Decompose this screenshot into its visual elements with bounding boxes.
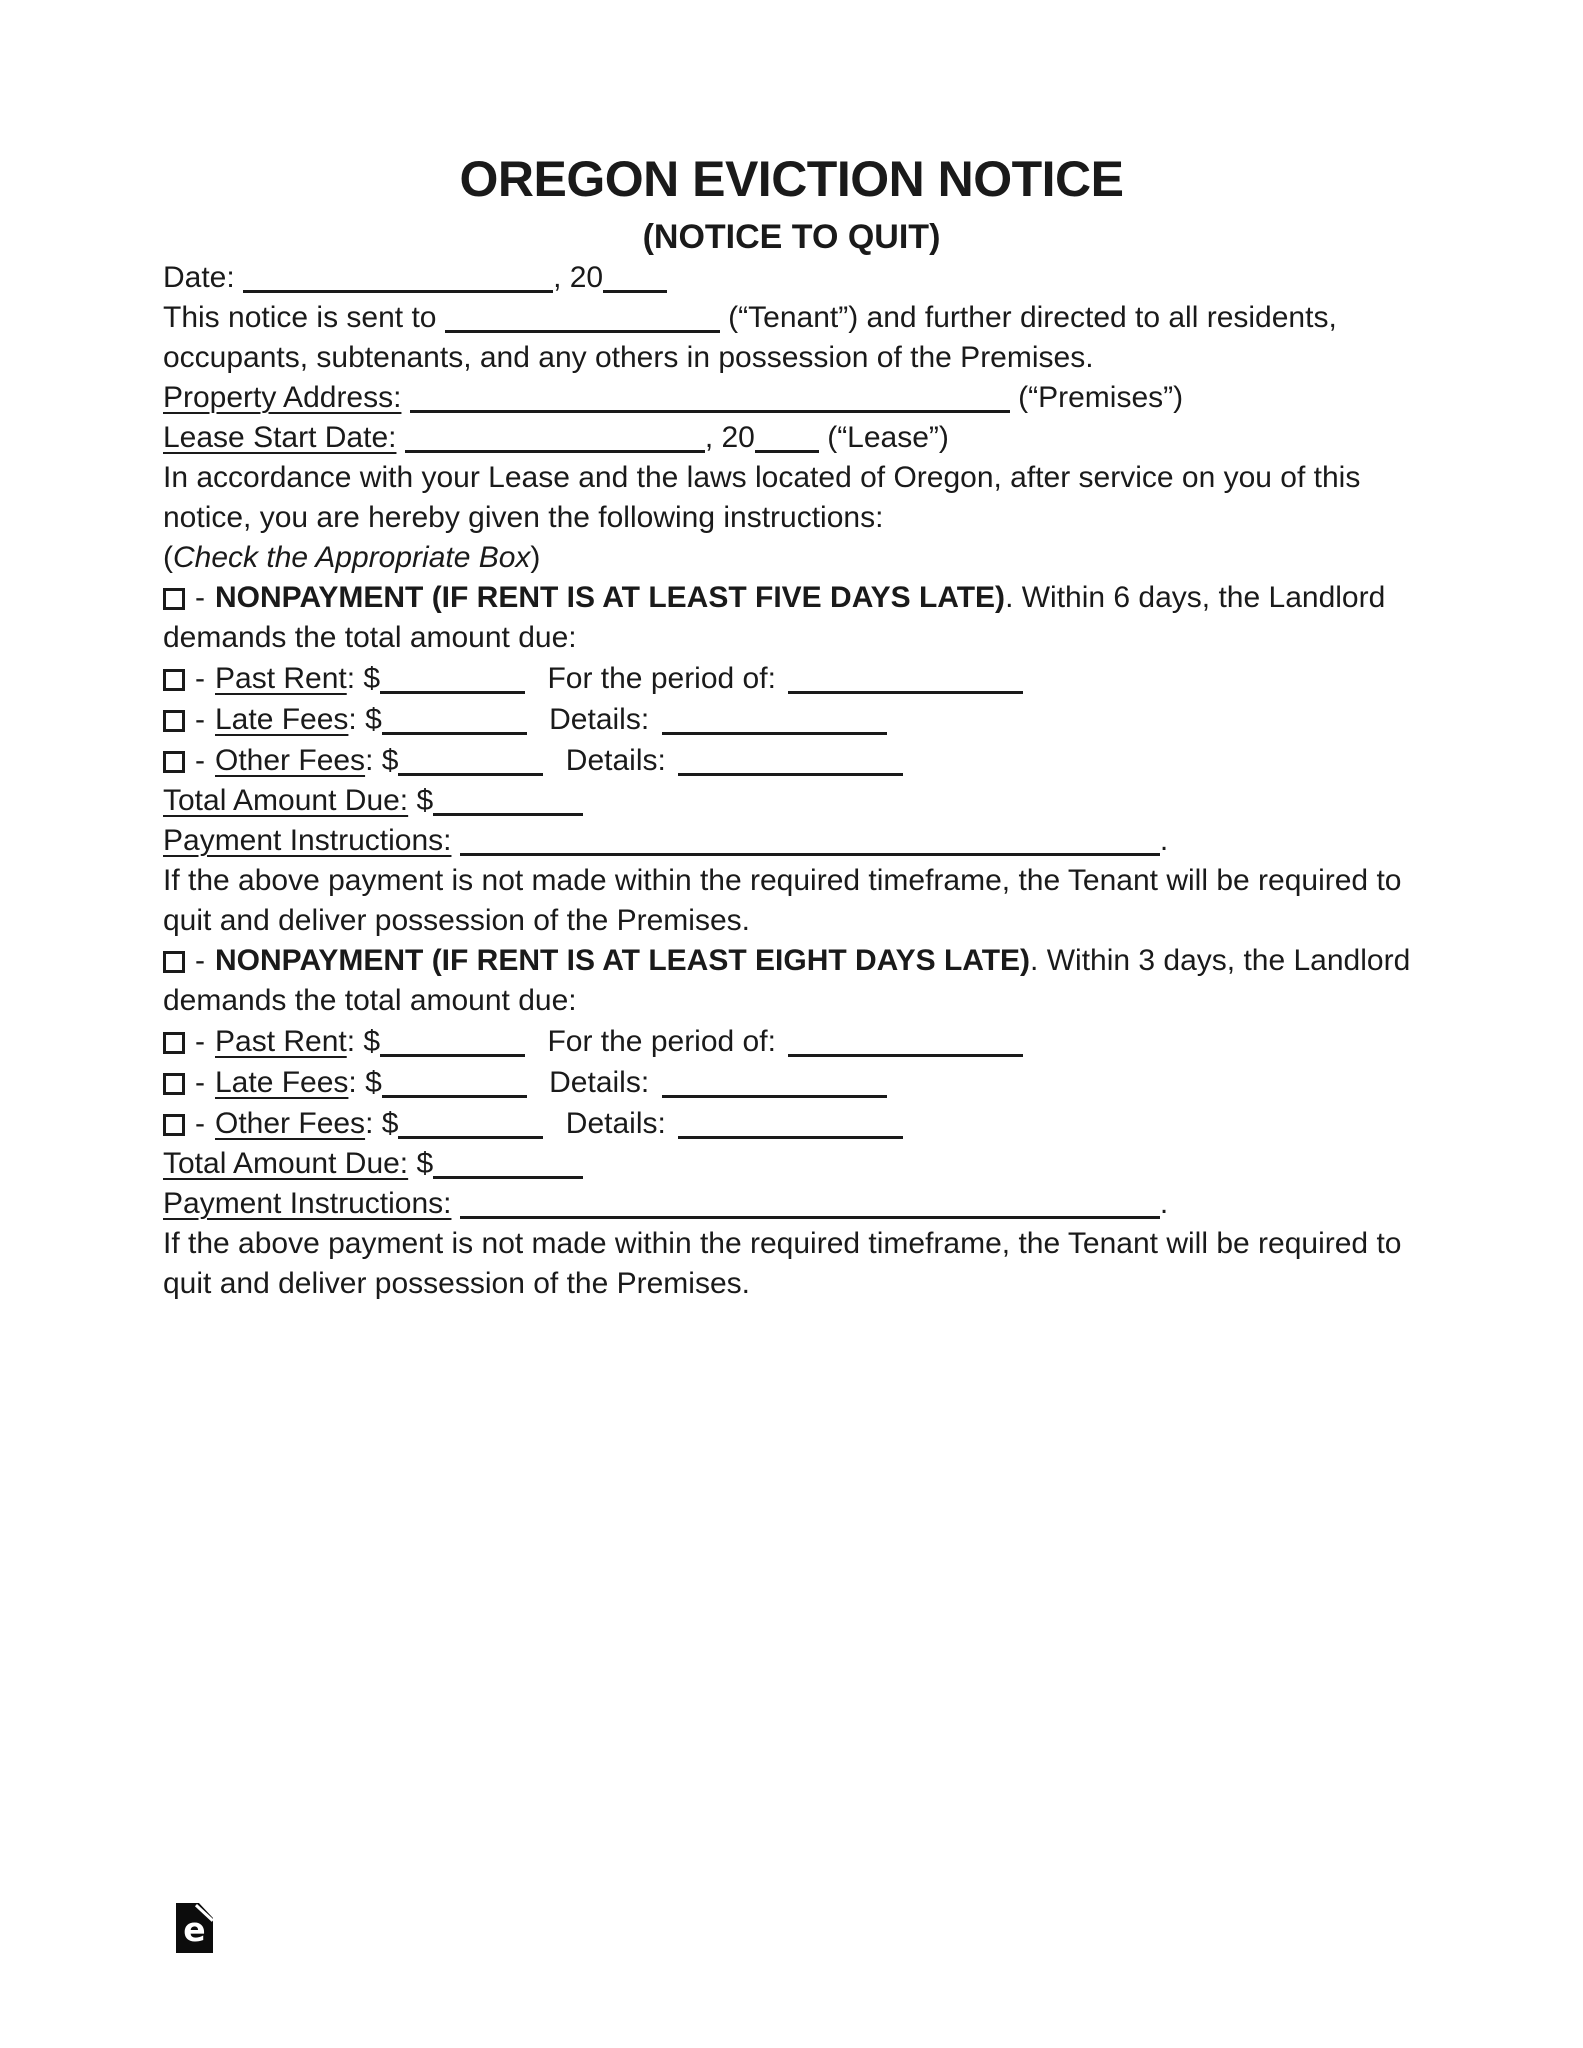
past-rent-period-blank[interactable] xyxy=(788,683,1023,694)
dash: - xyxy=(195,1066,205,1099)
other-fees-amount-blank[interactable] xyxy=(398,765,543,776)
total-amount-label: Total Amount Due: xyxy=(163,784,409,817)
intro-tail: (“Tenant”) and further directed to all residents, occupants, subtenants, and any others in possession of the Premises. xyxy=(163,301,1337,374)
late-fees-checkbox[interactable] xyxy=(163,710,185,732)
details-label: Details: xyxy=(549,1066,650,1099)
nonpayment-5day-checkbox[interactable] xyxy=(163,588,185,610)
payment-instructions-line xyxy=(163,1184,1420,1224)
dash: - xyxy=(195,581,205,614)
note-close-paren: ) xyxy=(530,541,541,574)
section-heading-bold: NONPAYMENT (IF RENT IS AT LEAST FIVE DAYS LATE) xyxy=(215,581,1006,614)
note-italic-text: Check the Appropriate Box xyxy=(173,541,531,574)
late-fees-amount-blank-2[interactable] xyxy=(382,1087,527,1098)
section-heading xyxy=(163,941,1420,1021)
period-of-label: For the period of: xyxy=(547,1025,776,1058)
section-heading xyxy=(163,578,1420,658)
colon: : xyxy=(346,1025,356,1058)
past-rent-label: Past Rent xyxy=(215,1025,347,1058)
document-subtitle: (NOTICE TO QUIT) xyxy=(642,218,941,256)
dash: - xyxy=(195,944,205,977)
nonpayment-8day-section xyxy=(163,941,1420,1304)
late-fees-details-blank-2[interactable] xyxy=(662,1087,887,1098)
dollar-sign: $ xyxy=(365,1066,382,1099)
dash: - xyxy=(195,1025,205,1058)
property-address-label: Property Address: xyxy=(163,381,402,414)
dollar-sign: $ xyxy=(416,1147,434,1180)
nonpayment-5day-section xyxy=(163,578,1420,941)
period: . xyxy=(1159,824,1169,857)
payment-instructions-label: Payment Instructions: xyxy=(163,824,452,857)
section-heading-rest: . Within 3 days, the Landlord demands the total amount due: xyxy=(163,944,1411,1017)
date-label: Date: xyxy=(163,261,235,294)
nonpayment-8day-checkbox[interactable] xyxy=(163,951,185,973)
dollar-sign: $ xyxy=(381,744,399,777)
lease-start-blank[interactable] xyxy=(405,442,705,453)
section-heading-rest: . Within 6 days, the Landlord demands the total amount due: xyxy=(163,581,1386,654)
other-fees-label: Other Fees xyxy=(215,744,366,777)
past-rent-period-blank-2[interactable] xyxy=(788,1046,1023,1057)
colon: : xyxy=(348,703,357,736)
dollar-sign: $ xyxy=(416,784,434,817)
premises-term: (“Premises”) xyxy=(1018,381,1184,414)
dollar-sign: $ xyxy=(363,1025,381,1058)
date-year-blank[interactable] xyxy=(603,282,667,293)
date-blank[interactable] xyxy=(243,282,553,293)
intro-lead: This notice is sent to xyxy=(163,301,437,334)
other-fees-details-blank-2[interactable] xyxy=(678,1128,903,1139)
quit-warning-paragraph: If the above payment is not made within the required timeframe, the Tenant will be required to quit and deliver possession of the Premises. xyxy=(163,864,1402,937)
past-rent-row xyxy=(163,1021,1420,1062)
dollar-sign: $ xyxy=(363,662,381,695)
other-fees-checkbox-2[interactable] xyxy=(163,1114,185,1136)
quit-warning-paragraph: If the above payment is not made within the required timeframe, the Tenant will be required to quit and deliver possession of the Premises. xyxy=(163,1227,1402,1300)
colon: : xyxy=(365,744,374,777)
past-rent-amount-blank[interactable] xyxy=(380,683,525,694)
late-fees-label: Late Fees xyxy=(215,703,349,736)
past-rent-checkbox[interactable] xyxy=(163,669,185,691)
payment-instructions-line xyxy=(163,821,1420,861)
other-fees-amount-blank-2[interactable] xyxy=(398,1128,543,1139)
colon: : xyxy=(346,662,356,695)
tenant-name-blank[interactable] xyxy=(445,322,720,333)
check-box-note xyxy=(163,538,1420,578)
details-label: Details: xyxy=(565,744,666,777)
colon: : xyxy=(348,1066,357,1099)
total-amount-line xyxy=(163,781,1420,821)
document-title: OREGON EVICTION NOTICE xyxy=(459,151,1124,207)
other-fees-details-blank[interactable] xyxy=(678,765,903,776)
late-fees-checkbox-2[interactable] xyxy=(163,1073,185,1095)
past-rent-amount-blank-2[interactable] xyxy=(380,1046,525,1057)
total-amount-blank-2[interactable] xyxy=(433,1168,583,1179)
dash: - xyxy=(195,662,205,695)
late-fees-row xyxy=(163,699,1420,740)
intro-paragraph xyxy=(163,298,1420,378)
dash: - xyxy=(195,744,205,777)
lease-year-blank[interactable] xyxy=(755,442,819,453)
late-fees-row xyxy=(163,1062,1420,1103)
other-fees-checkbox[interactable] xyxy=(163,751,185,773)
past-rent-row xyxy=(163,658,1420,699)
note-open-paren: ( xyxy=(163,541,173,574)
eforms-letter: e xyxy=(183,1910,206,1949)
period-of-label: For the period of: xyxy=(547,662,776,695)
payment-instructions-label: Payment Instructions: xyxy=(163,1187,452,1220)
period: . xyxy=(1159,1187,1169,1220)
date-year-prefix: , 20 xyxy=(553,261,604,294)
details-label: Details: xyxy=(549,703,650,736)
late-fees-details-blank[interactable] xyxy=(662,724,887,735)
eforms-logo xyxy=(176,1903,213,1953)
property-address-blank[interactable] xyxy=(410,402,1010,413)
other-fees-label: Other Fees xyxy=(215,1107,366,1140)
accordance-paragraph: In accordance with your Lease and the laws located of Oregon, after service on you of this notice, you are hereby given the following instructions: xyxy=(163,461,1361,534)
payment-instructions-blank-2[interactable] xyxy=(460,1208,1160,1219)
dash: - xyxy=(195,703,205,736)
past-rent-checkbox-2[interactable] xyxy=(163,1032,185,1054)
section-heading-bold: NONPAYMENT (IF RENT IS AT LEAST EIGHT DAYS LATE) xyxy=(215,944,1031,977)
colon: : xyxy=(365,1107,374,1140)
dash: - xyxy=(195,1107,205,1140)
total-amount-label: Total Amount Due: xyxy=(163,1147,409,1180)
details-label: Details: xyxy=(565,1107,666,1140)
lease-start-line xyxy=(163,418,1420,458)
lease-term: (“Lease”) xyxy=(827,421,949,454)
payment-instructions-blank[interactable] xyxy=(460,845,1160,856)
total-amount-blank[interactable] xyxy=(433,805,583,816)
other-fees-row xyxy=(163,740,1420,781)
dollar-sign: $ xyxy=(381,1107,399,1140)
lease-year-prefix: , 20 xyxy=(704,421,755,454)
late-fees-label: Late Fees xyxy=(215,1066,349,1099)
dollar-sign: $ xyxy=(365,703,382,736)
total-amount-line xyxy=(163,1144,1420,1184)
late-fees-amount-blank[interactable] xyxy=(382,724,527,735)
past-rent-label: Past Rent xyxy=(215,662,347,695)
property-address-line xyxy=(163,378,1420,418)
other-fees-row xyxy=(163,1103,1420,1144)
date-line xyxy=(163,258,1420,298)
lease-start-label: Lease Start Date: xyxy=(163,421,397,454)
